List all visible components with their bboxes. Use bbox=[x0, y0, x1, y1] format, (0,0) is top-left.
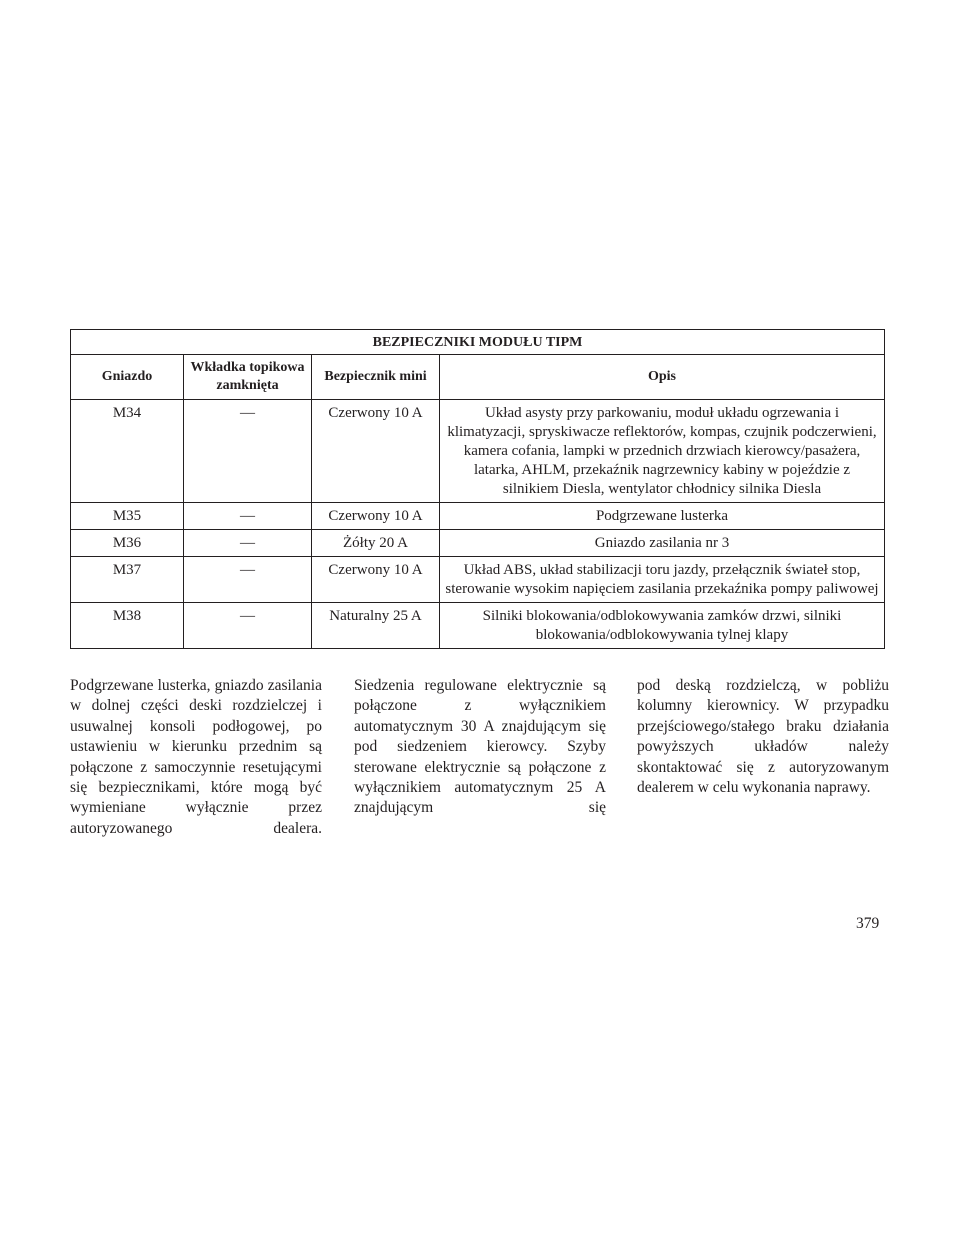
fuse-table bbox=[70, 329, 885, 649]
table-row bbox=[71, 503, 885, 530]
cell-mini-fuse: Naturalny 25 A bbox=[312, 603, 440, 649]
cell-mini-fuse: Czerwony 10 A bbox=[312, 503, 440, 530]
body-text-column-2: Siedzenia regulowane elektrycznie są połączone z wyłącznikiem automatycznym 30 A znajdującym się pod siedzeniem kierowcy. Szyby sterowane elektrycznie są połączone z wyłącznikiem automatycznym 25 A znajdującym się bbox=[354, 677, 606, 817]
cell-description: Silniki blokowania/odblokowywania zamków drzwi, silniki blokowania/odblokowywania tylnej klapy bbox=[440, 603, 885, 649]
cell-mini-fuse: Czerwony 10 A bbox=[312, 557, 440, 603]
cell-cartridge: — bbox=[184, 603, 312, 649]
cell-socket: M34 bbox=[71, 400, 184, 503]
header-cartridge: Wkładka topikowa zamknięta bbox=[184, 355, 312, 400]
cell-socket: M36 bbox=[71, 530, 184, 557]
cell-cartridge: — bbox=[184, 503, 312, 530]
cell-cartridge: — bbox=[184, 557, 312, 603]
cell-mini-fuse: Czerwony 10 A bbox=[312, 400, 440, 503]
table-row bbox=[71, 400, 885, 503]
cell-socket: M35 bbox=[71, 503, 184, 530]
table-row bbox=[71, 603, 885, 649]
cell-description: Układ ABS, układ stabilizacji toru jazdy, przełącznik świateł stop, sterowanie wysokim napięciem zasilania przekaźnika pompy paliwowej bbox=[440, 557, 885, 603]
body-text-column-1: Podgrzewane lusterka, gniazdo zasilania w dolnej części deski rozdzielczej i usuwalnej konsoli podłogowej, po ustawieniu w kierunku przednim są połączone z samoczynnie resetującymi się bezpiecznikami, które mogą być wymieniane wyłącznie przez autoryzowanego dealera. bbox=[70, 677, 322, 837]
cell-description: Układ asysty przy parkowaniu, moduł układu ogrzewania i klimatyzacji, spryskiwacze reflektorów, kompas, czujnik podczerwieni, kamera cofania, lampki w przednich drzwiach kierowcy/pasażera, latarka, AHLM, przekaźnik nagrzewnicy kabiny w pojeździe z silnikiem Diesla, wentylator chłodnicy silnika Diesla bbox=[440, 400, 885, 503]
cell-cartridge: — bbox=[184, 530, 312, 557]
body-text-column-3: pod deską rozdzielczą, w pobliżu kolumny kierownicy. W przypadku przejściowego/stałego braku działania powyższych układów należy skontaktować się z autoryzowanym dealerem w celu wykonania naprawy. bbox=[637, 677, 889, 797]
cell-description: Podgrzewane lusterka bbox=[440, 503, 885, 530]
cell-description: Gniazdo zasilania nr 3 bbox=[440, 530, 885, 557]
table-header-row bbox=[71, 355, 885, 400]
header-socket: Gniazdo bbox=[71, 355, 184, 400]
header-mini-fuse: Bezpiecznik mini bbox=[312, 355, 440, 400]
table-row bbox=[71, 530, 885, 557]
cell-cartridge: — bbox=[184, 400, 312, 503]
table-title: BEZPIECZNIKI MODUŁU TIPM bbox=[71, 330, 885, 355]
table-row bbox=[71, 557, 885, 603]
table-title-row bbox=[71, 330, 885, 355]
header-description: Opis bbox=[440, 355, 885, 400]
cell-socket: M38 bbox=[71, 603, 184, 649]
page-number: 379 bbox=[856, 915, 880, 932]
cell-mini-fuse: Żółty 20 A bbox=[312, 530, 440, 557]
cell-socket: M37 bbox=[71, 557, 184, 603]
